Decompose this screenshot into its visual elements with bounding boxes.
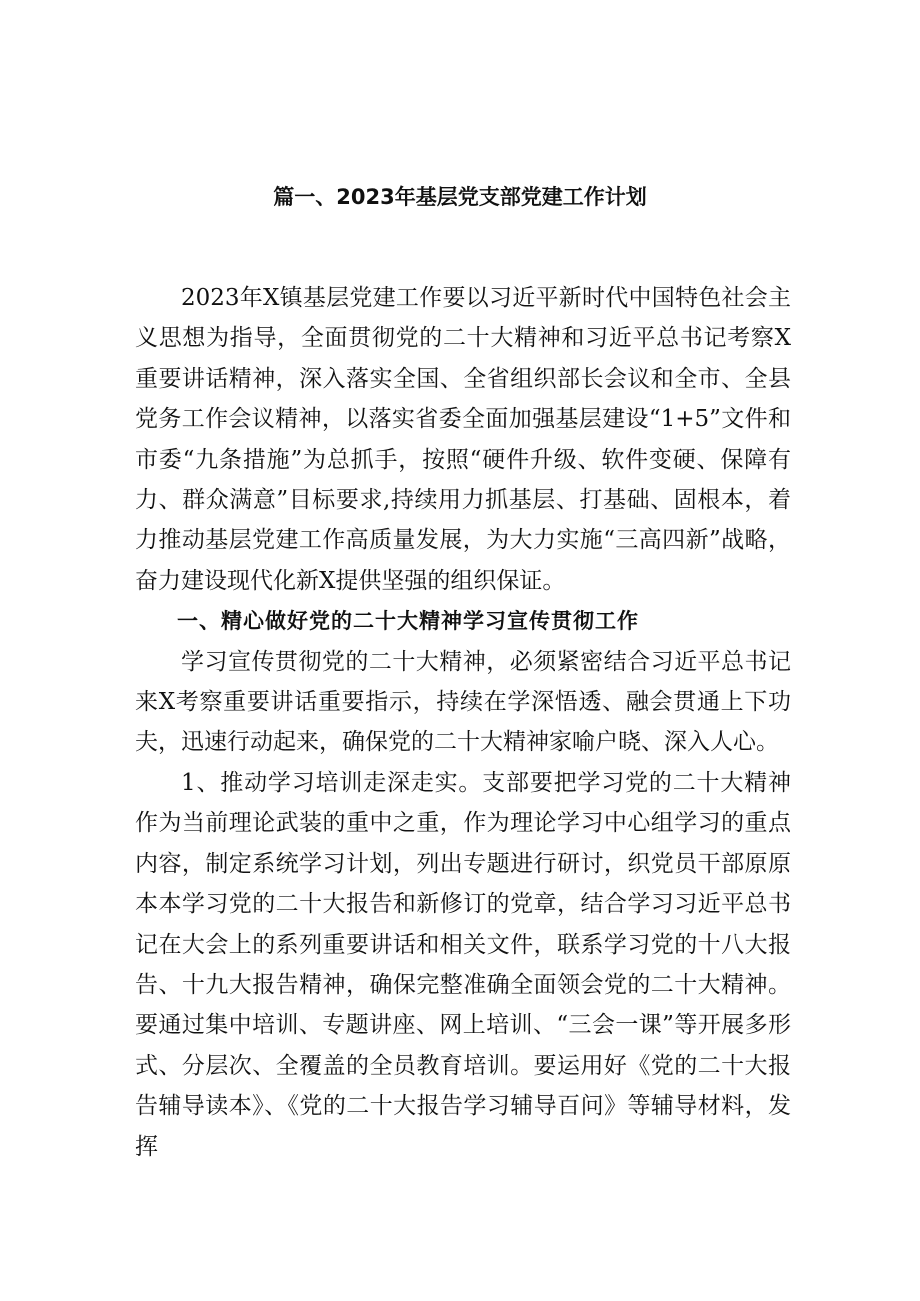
intro-paragraph: 2023年X镇基层党建工作要以习近平新时代中国特色社会主义思想为指导，全面贯彻党的二十大精神和习近平总书记考察X重要讲话精神，深入落实全国、全省组织部长会议和全市、全县党务工作会议精神，以落实省委全面加强基层建设“1+5”文件和市委“九条措施”为总抓手，按照“硬件升级、软件变硬、保障有力、群众满意”目标要求,持续用力抓基层、打基础、固根本，着力推动基层党建工作高质量发展，为大力实施“三高四新”战略，奋力建设现代化新X提供坚强的组织保证。 <box>135 285 791 594</box>
section-1-paragraph: 学习宣传贯彻党的二十大精神，必须紧密结合习近平总书记来X考察重要讲话重要指示，持续在学深悟透、融会贯通上下功夫，迅速行动起来，确保党的二十大精神家喻户晓、深入人心。 <box>135 648 791 756</box>
item-1-paragraph: 1、推动学习培训走深走实。支部要把学习党的二十大精神作为当前理论武装的重中之重，作为理论学习中心组学习的重点内容，制定系统学习计划，列出专题进行研讨，织党员干部原原本本学习党的二十大报告和新修订的党章，结合学习习近平总书记在大会上的系列重要讲话和相关文件，联系学习党的十八大报告、十九大报告精神，确保完整准确全面领会党的二十大精神。要通过集中培训、专题讲座、网上培训、“三会一课”等开展多形式、分层次、全覆盖的全员教育培训。要运用好《党的二十大报告辅导读本》、《党的二十大报告学习辅导百问》等辅导材料，发挥 <box>135 769 791 1160</box>
document-title: 篇一、2023年基层党支部党建工作计划 <box>273 185 647 209</box>
document-body <box>135 278 791 1167</box>
section-heading-1: 一、精心做好党的二十大精神学习宣传贯彻工作 <box>177 609 639 634</box>
